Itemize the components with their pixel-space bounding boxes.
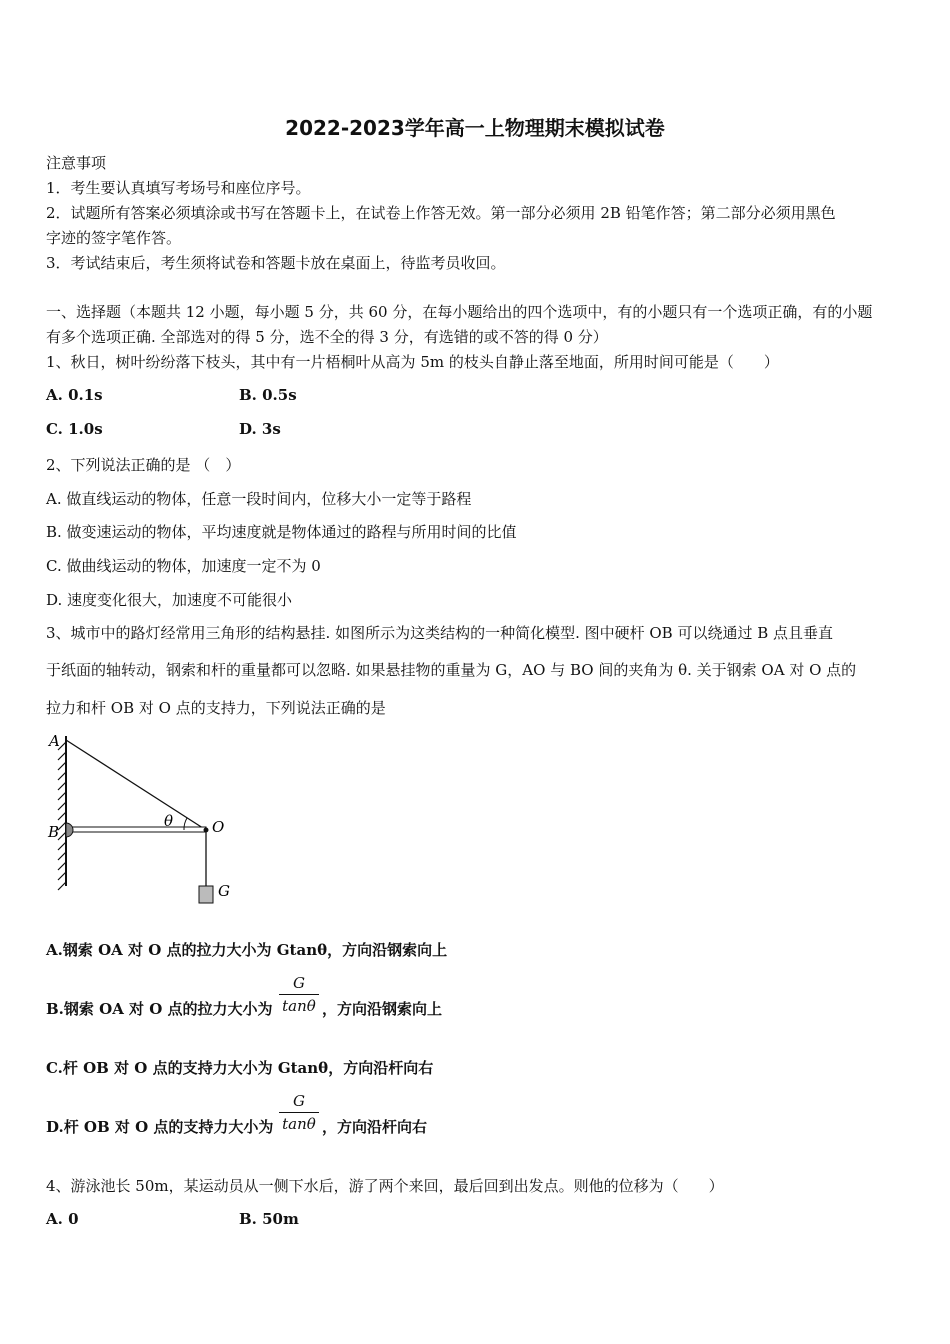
q1-option-a: A. 0.1s (46, 386, 103, 404)
q3-option-b (46, 998, 273, 1019)
q3-option-b-text: B.钢索 OA 对 O 点的拉力大小为 (46, 1000, 273, 1018)
question-2-stem: 2、下列说法正确的是 （ ） (46, 456, 241, 474)
fraction-g-over-tan (279, 1092, 319, 1133)
q1-option-c: C. 1.0s (46, 420, 103, 438)
question-3-stem: 拉力和杆 OB 对 O 点的支持力，下列说法正确的是 (46, 699, 386, 717)
question-1-stem: 1、秋日，树叶纷纷落下枝头，其中有一片梧桐叶从高为 5m 的枝头自静止落至地面，所用时间可能是（ ） (46, 353, 779, 371)
notice-item: 1．考生要认真填写考场号和座位序号。 (46, 179, 311, 197)
fraction-denominator: tanθ (282, 1115, 316, 1133)
q3-option-a: A.钢索 OA 对 O 点的拉力大小为 Gtanθ，方向沿钢索向上 (46, 941, 448, 959)
q3-option-d-text: D.杆 OB 对 O 点的支持力大小为 (46, 1118, 274, 1136)
question-3-stem: 3、城市中的路灯经常用三角形的结构悬挂. 如图所示为这类结构的一种简化模型. 图中硬杆 OB 可以绕通过 B 点且垂直 (46, 624, 834, 642)
q3-option-b-direction: ，方向沿钢索向上 (322, 1000, 443, 1018)
q3-option-c: C.杆 OB 对 O 点的支持力大小为 Gtanθ，方向沿杆向右 (46, 1059, 434, 1077)
fraction-g-over-tan (279, 974, 319, 1015)
fraction-denominator: tanθ (282, 997, 316, 1015)
label-a: A (49, 732, 60, 750)
q2-option-a: A. 做直线运动的物体，任意一段时间内，位移大小一定等于路程 (46, 490, 472, 508)
q4-option-b: B. 50m (239, 1210, 299, 1228)
notice-heading: 注意事项 (46, 154, 107, 172)
label-o: O (212, 818, 225, 836)
q3-option-d (46, 1116, 273, 1137)
section-instructions: 一、选择题（本题共 12 小题，每小题 5 分，共 60 分，在每小题给出的四个选项中，有的小题只有一个选项正确，有的小题 (46, 303, 873, 321)
suspension-diagram (44, 728, 244, 908)
q3-option-d-direction: ，方向沿杆向右 (322, 1118, 428, 1136)
question-3-stem: 于纸面的轴转动，钢索和杆的重量都可以忽略. 如果悬挂物的重量为 G，AO 与 BO 间的夹角为 θ. 关于钢索 OA 对 O 点的 (46, 661, 857, 679)
label-g: G (218, 882, 230, 900)
q1-option-b: B. 0.5s (239, 386, 297, 404)
cable-oa (66, 740, 206, 830)
page-title: 2022-2023学年高一上物理期末模拟试卷 (285, 116, 665, 140)
section-instructions: 有多个选项正确. 全部选对的得 5 分，选不全的得 3 分，有选错的或不答的得 0 分） (46, 328, 608, 346)
weight-g (199, 886, 213, 903)
notice-item: 字迹的签字笔作答。 (46, 229, 182, 247)
notice-item: 3．考试结束后，考生须将试卷和答题卡放在桌面上，待监考员收回。 (46, 254, 506, 272)
question-4-stem: 4、游泳池长 50m，某运动员从一侧下水后，游了两个来回，最后回到出发点。则他的位移为（ ） (46, 1177, 724, 1195)
q4-option-a: A. 0 (46, 1210, 79, 1228)
q2-option-b: B. 做变速运动的物体，平均速度就是物体通过的路程与所用时间的比值 (46, 523, 517, 541)
label-theta: θ (164, 812, 174, 830)
fraction-numerator: G (293, 1092, 305, 1110)
label-b: B (48, 823, 60, 841)
hinge-b (66, 823, 73, 837)
q2-option-d: D. 速度变化很大，加速度不可能很小 (46, 591, 293, 609)
rod-ob (68, 827, 206, 832)
notice-item: 2．试题所有答案必须填涂或书写在答题卡上，在试卷上作答无效。第一部分必须用 2B 铅笔作答；第二部分必须用黑色 (46, 204, 836, 222)
q2-option-c: C. 做曲线运动的物体，加速度一定不为 0 (46, 557, 321, 575)
fraction-numerator: G (293, 974, 305, 992)
wall (58, 736, 66, 890)
q1-option-d: D. 3s (239, 420, 281, 438)
